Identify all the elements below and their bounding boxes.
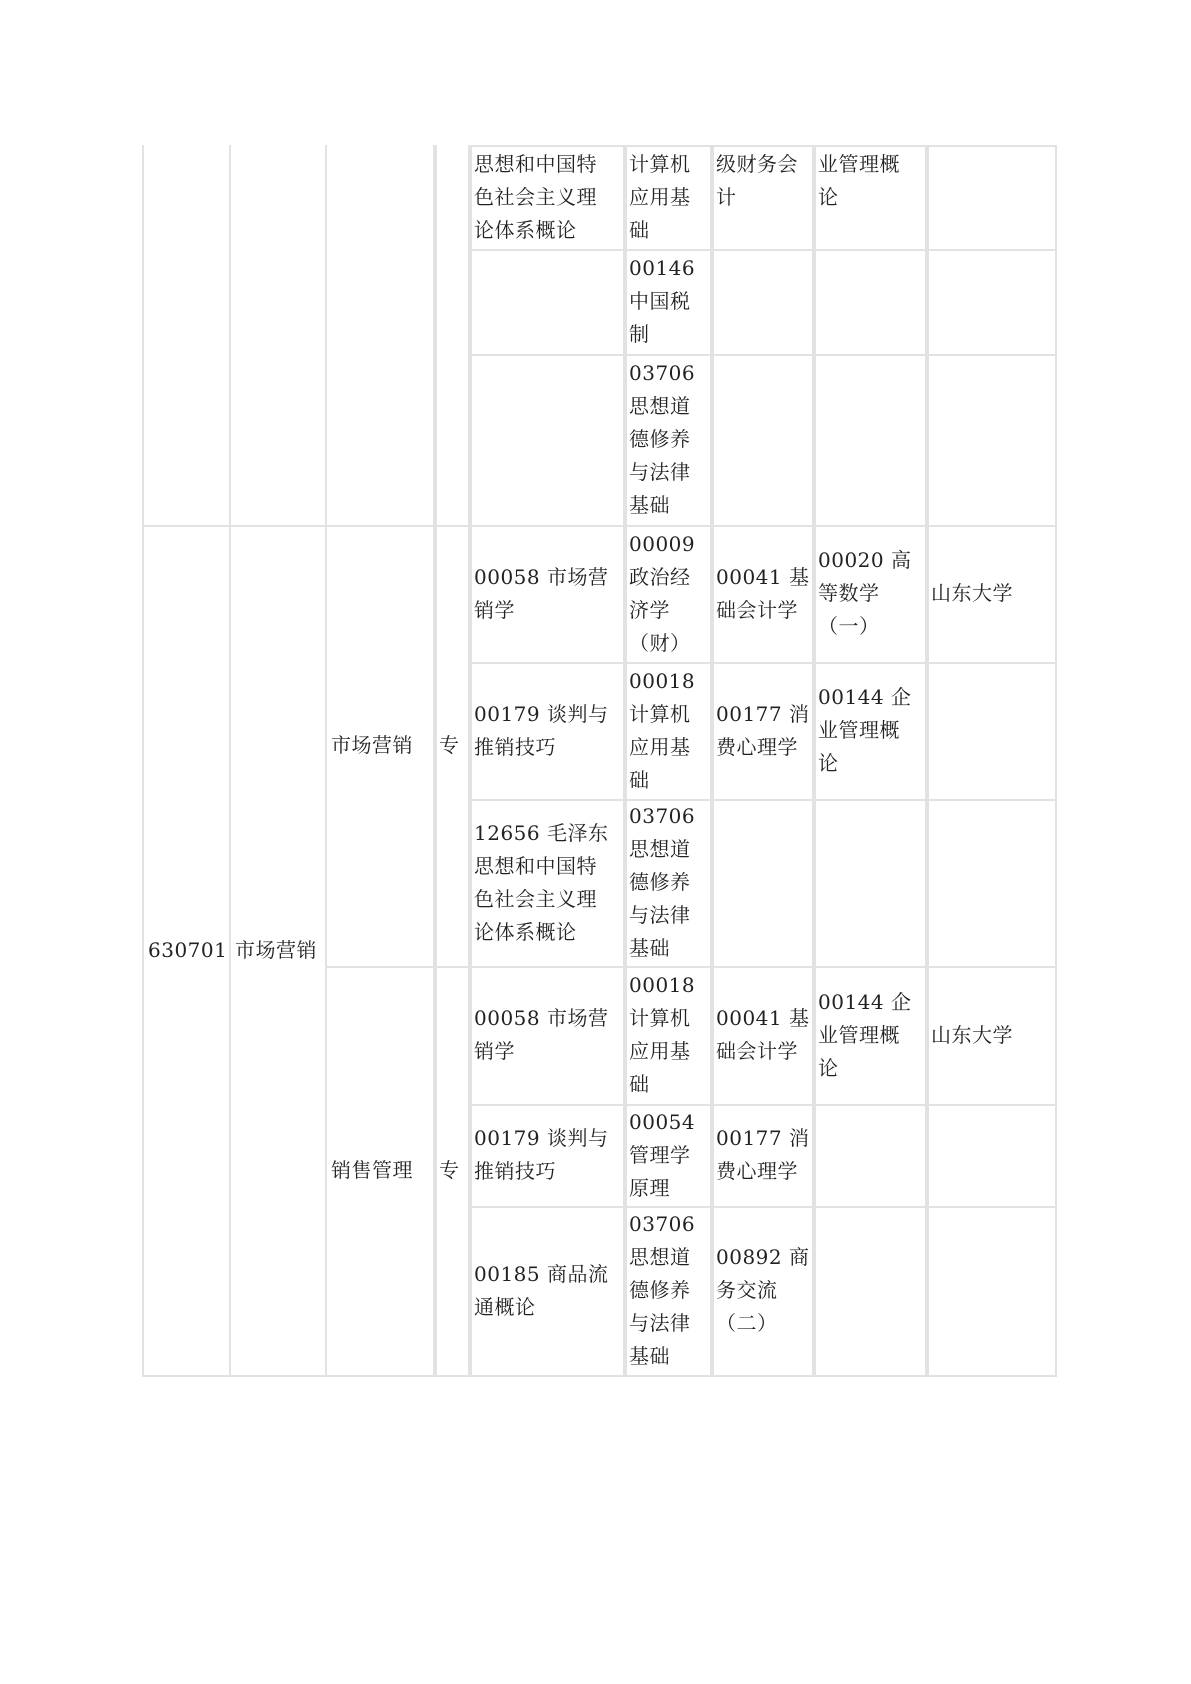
direction-name <box>331 528 431 963</box>
major-name <box>235 528 323 1372</box>
course-cell-course2-line: 00018 <box>629 973 696 997</box>
course-cell-course2-line: 应用基 <box>629 1039 691 1063</box>
course-cell-course2 <box>629 1209 708 1372</box>
course-cell-course3 <box>716 1107 810 1203</box>
prev-row-course4 <box>818 148 923 246</box>
course-cell-course3-line: 00177 消 <box>716 701 810 726</box>
prev-row-course4-line: 业管理概 <box>818 152 900 176</box>
education-level-text: 专 <box>439 1158 460 1182</box>
column-border <box>229 145 231 1377</box>
prev-row-course2-line: 基础 <box>629 493 670 517</box>
column-border <box>625 145 627 1377</box>
course-cell-course2 <box>629 528 708 659</box>
course-cell-course1-line: 销学 <box>474 1039 515 1063</box>
course-cell-course1-line: 00058 市场营 <box>474 1006 609 1030</box>
course-cell-course2-line: 与法律 <box>629 1311 691 1335</box>
course-cell-course1-line: 00179 谈判与 <box>474 1126 609 1150</box>
course-cell-course4-line: 业管理概 <box>818 1022 900 1047</box>
course-cell-course2-line: 00054 <box>629 1109 696 1134</box>
prev-row-course2-line: 00146 <box>629 256 696 280</box>
row-border <box>468 799 1057 801</box>
course-cell-course2-line: 德修养 <box>629 870 691 894</box>
course-cell-course4-line: （一） <box>818 614 880 638</box>
course-cell-course1 <box>474 528 621 659</box>
course-cell-course1-line: 论体系概论 <box>474 919 577 944</box>
course-cell-course1-line: 00058 市场营 <box>474 564 609 589</box>
prev-row-course2-line: 应用基 <box>629 185 691 209</box>
course-cell-course2 <box>629 1107 708 1203</box>
course-cell-course2-line: 济学 <box>629 597 670 622</box>
course-cell-course3-line: 础会计学 <box>716 597 798 622</box>
course-cell-school <box>931 528 1053 659</box>
course-cell-course4-line: 00020 高 <box>818 548 912 572</box>
course-cell-course2-line: 础 <box>629 1072 650 1096</box>
column-border <box>1055 145 1057 1377</box>
course-cell-course3-line: 础会计学 <box>716 1039 798 1063</box>
row-border <box>468 1104 1057 1106</box>
row-border <box>468 1375 1057 1377</box>
course-cell-course2-line: 基础 <box>629 936 670 960</box>
course-cell-course4 <box>818 528 923 659</box>
course-cell-course2-line: 应用基 <box>629 734 691 759</box>
course-cell-course1-line: 销学 <box>474 597 515 622</box>
course-cell-course2 <box>629 665 708 796</box>
column-border <box>470 145 472 1377</box>
row-border <box>468 1206 1057 1208</box>
course-cell-course2-line: 政治经 <box>629 564 691 589</box>
prev-row-course2-line: 计算机 <box>629 152 691 176</box>
prev-row-course4-line: 论 <box>818 185 839 209</box>
course-cell-course1-line: 12656 毛泽东 <box>474 820 609 845</box>
prev-row-course2 <box>629 252 708 351</box>
course-cell-course3-line: 务交流 <box>716 1278 778 1302</box>
prev-row-course2 <box>629 148 708 246</box>
major-code-text: 630701 <box>148 937 228 962</box>
course-cell-course4 <box>818 969 923 1101</box>
course-cell-course2-line: 计算机 <box>629 1006 691 1030</box>
course-cell-course4-line: 等数学 <box>818 581 880 605</box>
course-cell-course1 <box>474 802 621 963</box>
prev-row-course2-line: 制 <box>629 322 650 346</box>
course-cell-course1-line: 00179 谈判与 <box>474 701 609 726</box>
row-border <box>468 249 1057 251</box>
course-cell-course3-line: 00041 基 <box>716 564 810 589</box>
prev-row-course1-line: 思想和中国特 <box>474 152 597 176</box>
course-cell-course4 <box>818 665 923 796</box>
prev-row-course2-line: 思想道 <box>629 394 691 418</box>
row-border <box>468 354 1057 356</box>
prev-row-course2-line: 03706 <box>629 361 696 385</box>
course-cell-course2-line: 00018 <box>629 668 696 693</box>
column-border <box>142 145 144 1377</box>
row-border <box>468 966 1057 968</box>
prev-row-course1-line: 论体系概论 <box>474 218 577 242</box>
prev-row-course2-line: 础 <box>629 218 650 242</box>
major-code <box>148 528 227 1372</box>
prev-row-course3 <box>716 148 810 246</box>
direction-name-text: 销售管理 <box>331 1158 413 1182</box>
course-cell-course4-line: 00144 企 <box>818 685 912 709</box>
course-cell-course1 <box>474 1107 621 1203</box>
course-cell-course2-line: 原理 <box>629 1175 670 1200</box>
course-cell-school-text: 山东大学 <box>931 1022 1013 1047</box>
course-cell-course1-line: 推销技巧 <box>474 734 556 759</box>
prev-row-course2-line: 中国税 <box>629 289 691 313</box>
direction-name-text: 市场营销 <box>331 733 413 757</box>
direction-name <box>331 969 431 1372</box>
prev-row-course2-line: 与法律 <box>629 460 691 484</box>
prev-row-course2 <box>629 357 708 522</box>
course-cell-course3 <box>716 1209 810 1372</box>
course-cell-course4-line: 论 <box>818 1055 839 1080</box>
column-border <box>712 145 714 1377</box>
course-cell-course1 <box>474 969 621 1101</box>
course-cell-course3-line: 00177 消 <box>716 1126 810 1150</box>
course-cell-course3 <box>716 528 810 659</box>
education-level-text: 专 <box>439 733 460 757</box>
course-cell-course2-line: 基础 <box>629 1344 670 1368</box>
course-cell-course2-line: 德修养 <box>629 1278 691 1302</box>
course-cell-course1-line: 通概论 <box>474 1294 536 1319</box>
course-cell-course3 <box>716 665 810 796</box>
column-border <box>927 145 929 1377</box>
course-cell-school <box>931 969 1053 1101</box>
row-border <box>468 145 1057 147</box>
course-cell-course3-line: （二） <box>716 1311 778 1335</box>
prev-row-course3-line: 级财务会 <box>716 152 798 176</box>
course-cell-course2-line: 础 <box>629 767 650 792</box>
course-cell-course3-line: 00041 基 <box>716 1006 810 1030</box>
course-cell-course1 <box>474 665 621 796</box>
course-cell-course1-line: 00185 商品流 <box>474 1261 609 1286</box>
column-border <box>814 145 816 1377</box>
course-cell-course2-line: 管理学 <box>629 1142 691 1167</box>
course-cell-course3-line: 费心理学 <box>716 1159 798 1183</box>
education-level <box>439 969 466 1372</box>
row-border <box>468 662 1057 664</box>
course-cell-course2-line: （财） <box>629 630 691 655</box>
education-level <box>439 528 466 963</box>
course-cell-course2 <box>629 969 708 1101</box>
course-cell-course4-line: 00144 企 <box>818 989 912 1014</box>
course-cell-course2-line: 03706 <box>629 804 696 828</box>
course-cell-course3-line: 00892 商 <box>716 1245 810 1269</box>
course-cell-course2-line: 思想道 <box>629 1245 691 1269</box>
course-cell-course2-line: 03706 <box>629 1212 696 1236</box>
course-cell-course1-line: 色社会主义理 <box>474 886 597 911</box>
row-border <box>468 525 1057 527</box>
course-cell-course2-line: 思想道 <box>629 837 691 861</box>
major-name-text: 市场营销 <box>235 937 317 962</box>
prev-row-course1-line: 色社会主义理 <box>474 185 597 209</box>
course-cell-course3 <box>716 969 810 1101</box>
course-cell-course4-line: 业管理概 <box>818 718 900 742</box>
column-border <box>435 145 437 1377</box>
course-cell-course1 <box>474 1209 621 1372</box>
course-cell-course2 <box>629 802 708 963</box>
course-cell-course3-line: 费心理学 <box>716 734 798 759</box>
course-cell-course1-line: 思想和中国特 <box>474 853 597 878</box>
course-cell-course4-line: 论 <box>818 751 839 775</box>
course-cell-course2-line: 计算机 <box>629 701 691 726</box>
prev-row-course2-line: 德修养 <box>629 427 691 451</box>
course-cell-school-text: 山东大学 <box>931 581 1013 605</box>
column-border <box>325 145 327 1377</box>
course-cell-course2-line: 与法律 <box>629 903 691 927</box>
prev-row-course1 <box>474 148 621 246</box>
prev-row-course3-line: 计 <box>716 185 737 209</box>
course-cell-course1-line: 推销技巧 <box>474 1159 556 1183</box>
course-cell-course2-line: 00009 <box>629 531 696 556</box>
